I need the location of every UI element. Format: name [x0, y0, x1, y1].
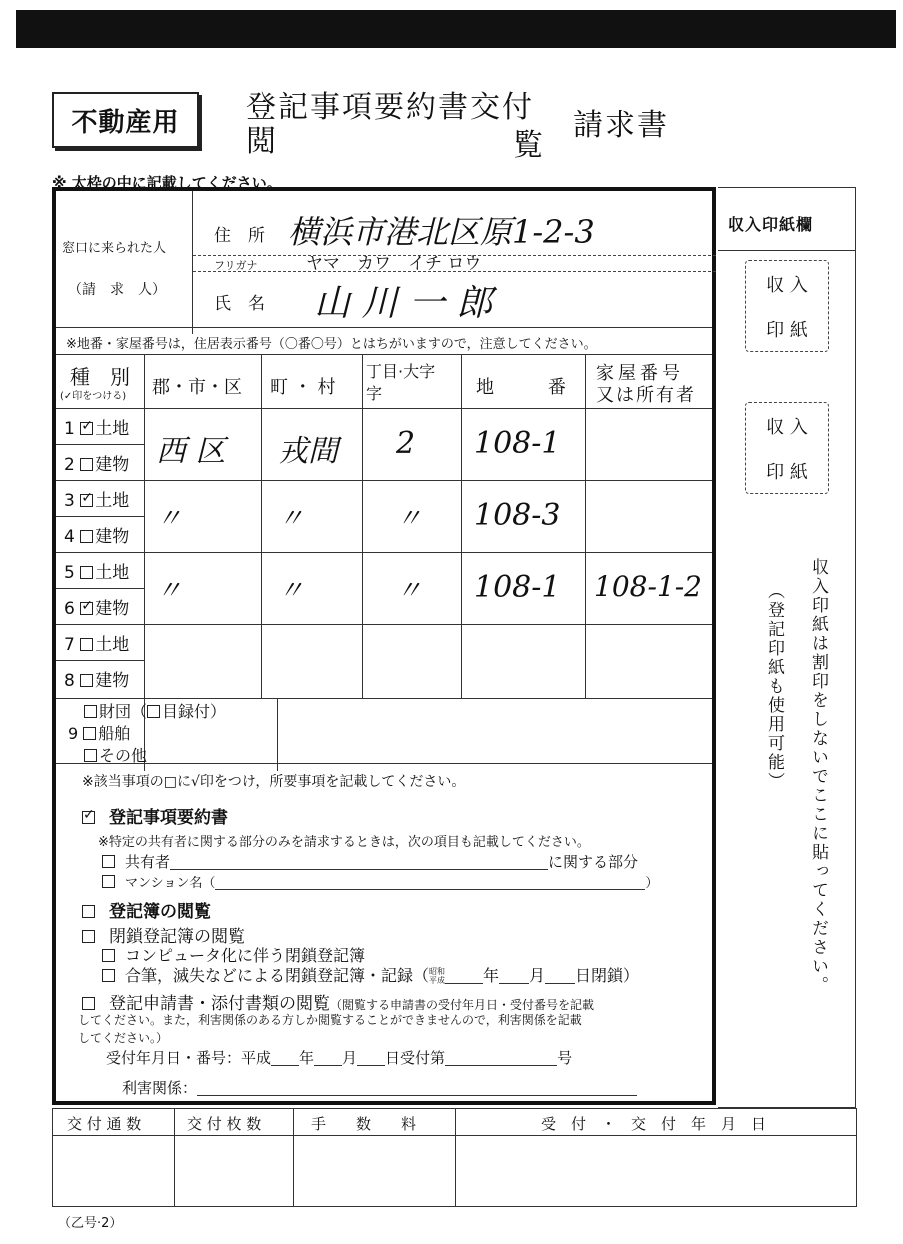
cell-machi[interactable]: 〃	[278, 576, 305, 606]
instructions: ※該当事項の□に√印をつけ，所要事項を記載してください。	[82, 774, 466, 790]
app-note-3: してください。）	[78, 1031, 169, 1045]
title-line1: 登記事項要約書交付	[246, 90, 534, 125]
instruction-note: ※ 太枠の中に記載してください。	[52, 174, 282, 192]
type-land[interactable]: 1 ✓ 土地	[64, 414, 129, 439]
address-warning: ※地番・家屋番号は，住居表示番号（〇番〇号）とはちがいますので，注意してください。	[66, 337, 597, 352]
col-chiban: 地 番	[476, 377, 566, 398]
category-label: 不動産用	[52, 92, 199, 148]
app-note-2: してください。また，利害関係のある方しか閲覧することができませんので，利害関係を記載	[78, 1013, 582, 1027]
type-building[interactable]: 6 ✓ 建物	[64, 594, 129, 619]
col-chome: 丁目·大字	[366, 362, 436, 381]
cell-kaoku[interactable]: 108-1-2	[594, 570, 702, 603]
footer-sheets: 交 付 枚 数	[187, 1115, 262, 1133]
cell-chiban[interactable]: 108-3	[474, 498, 561, 533]
stamp-note: 収入印紙は割印をしないでここに貼ってください。	[808, 558, 828, 995]
row9-b[interactable]: 9 船舶	[68, 724, 131, 743]
main-form	[52, 187, 716, 1105]
cell-chiban[interactable]: 108-1	[474, 426, 561, 461]
type-land[interactable]: 7 土地	[64, 635, 130, 655]
furigana-label: フリガナ	[214, 259, 258, 272]
office-use-table	[52, 1108, 857, 1207]
cell-chome[interactable]: 〃	[396, 504, 423, 534]
option-computer[interactable]: コンピュータ化に伴う閉鎖登記簿	[102, 943, 365, 966]
interest-line[interactable]: 利害関係：	[122, 1077, 637, 1098]
option-merge[interactable]: 合筆，滅失などによる閉鎖登記簿・記録（昭和 平成 年 月 日閉鎖）	[102, 963, 639, 986]
col-gun: 郡・市・区	[152, 377, 242, 398]
col-type: 種 別	[70, 365, 130, 389]
name-value[interactable]: 山 川 一 郎	[314, 283, 493, 324]
stamp-column-title: 収入印紙欄	[728, 215, 814, 234]
mansion-line[interactable]: マンション名（ ）	[102, 872, 658, 891]
row9-c[interactable]: その他	[84, 743, 147, 766]
stamp-box-1: 収 入 印 紙	[745, 260, 829, 352]
type-building[interactable]: 8 建物	[64, 671, 130, 691]
footer-copies: 交 付 通 数	[67, 1115, 142, 1133]
applicant-label: 窓口に来られた人	[62, 241, 167, 256]
col-type-sub: (✓印をつける)	[60, 391, 127, 402]
cell-gun[interactable]: 西 区	[156, 434, 226, 469]
cell-machi[interactable]: 戎間	[278, 434, 338, 469]
option-browse[interactable]: 登記簿の閲覧	[82, 897, 211, 922]
type-land[interactable]: 3 ✓ 土地	[64, 486, 129, 511]
footer-fee: 手 数 料	[311, 1115, 417, 1133]
address-label: 住 所	[214, 226, 265, 246]
col-machi: 町 ・ 村	[270, 377, 336, 398]
cell-gun[interactable]: 〃	[156, 576, 183, 606]
summary-note: ※特定の共有者に関する部分のみを請求するときは，次の項目も記載してください。	[98, 835, 590, 850]
stamp-column	[718, 187, 856, 1108]
col-kaoku: 家屋番号	[596, 363, 684, 384]
type-building[interactable]: 2 建物	[64, 455, 130, 475]
stamp-box-2: 収 入 印 紙	[745, 402, 829, 494]
address-value[interactable]: 横浜市港北区原1-2-3	[288, 213, 595, 251]
title-line2-right: 覧	[513, 128, 545, 163]
option-app-docs[interactable]: 登記申請書・添付書類の閲覧（閲覧する申請書の受付年月日・受付番号を記載	[82, 989, 594, 1014]
type-building[interactable]: 4 建物	[64, 527, 130, 547]
applicant-sublabel: （請 求 人）	[68, 282, 166, 298]
cell-machi[interactable]: 〃	[278, 504, 305, 534]
title-right: 請求書	[573, 108, 669, 143]
footer-date: 受 付 ・ 交 付 年 月 日	[541, 1115, 767, 1133]
cell-chiban[interactable]: 108-1	[474, 570, 561, 605]
type-land[interactable]: 5 土地	[64, 563, 130, 583]
col-chome-2: 字	[366, 384, 383, 403]
option-summary[interactable]: ✓登記事項要約書	[82, 803, 228, 828]
name-label: 氏 名	[214, 294, 265, 314]
stamp-note-sub: （登記印紙も使用可能）	[764, 582, 784, 791]
top-black-bar	[16, 10, 896, 48]
cell-chome[interactable]: 〃	[396, 576, 423, 606]
receipt-line[interactable]: 受付年月日・番号：平成 年 月 日受付第 号	[106, 1049, 573, 1067]
coowner-line[interactable]: 共有者 に関する部分	[102, 851, 638, 872]
cell-gun[interactable]: 〃	[156, 504, 183, 534]
col-kaoku-2: 又は所有者	[596, 385, 696, 406]
cell-chome[interactable]: 2	[396, 426, 416, 461]
row9-a[interactable]: 財団（ 目録付）	[84, 699, 226, 722]
furigana-value[interactable]: ヤマ カワ イチ ロウ	[306, 254, 482, 274]
option-closed[interactable]: 閉鎖登記簿の閲覧	[82, 922, 245, 947]
title-line2-left: 閲	[246, 124, 278, 159]
form-number: （乙号·2）	[58, 1216, 123, 1231]
